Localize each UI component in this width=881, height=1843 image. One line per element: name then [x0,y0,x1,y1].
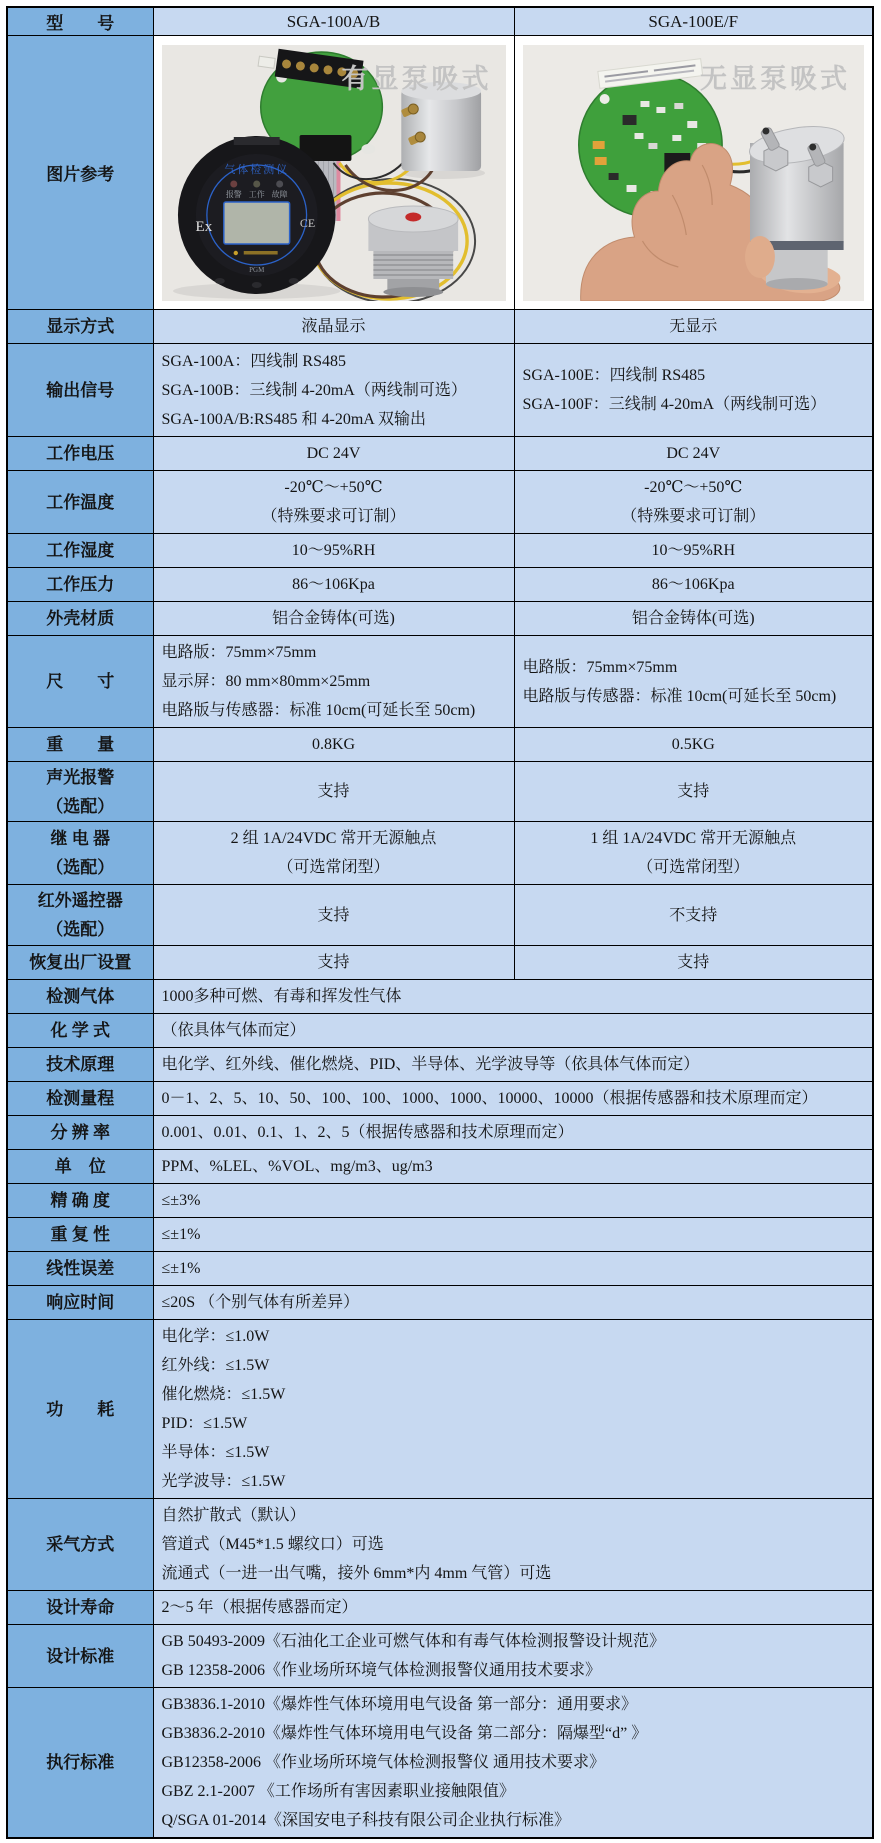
led-label-work: 工作 [248,189,265,199]
spec-value-line: ≤±3% [161,1192,201,1209]
spec-value-working-humidity-1 [514,534,873,568]
red-sensor-dot [405,212,421,221]
spec-value-line: SGA-100F：三线制 4-20mA（两线制可选） [522,396,827,413]
spec-value-line: GB 50493-2009《石油化工企业可燃气体和有毒气体检测报警设计规范》 [161,1633,666,1650]
spec-value-factory-reset-0 [153,946,514,980]
row-label-repeatability [7,1218,153,1252]
spec-value-relay-0 [153,822,514,885]
spec-value-line: 管道式（M45*1.5 螺纹口）可选 [161,1536,384,1553]
row-label-line: 重 量 [46,735,115,754]
spec-value-line: DC 24V [666,445,721,462]
row-label-line: 检测气体 [46,987,115,1006]
row-label-linearity-error [7,1252,153,1286]
spec-value-repeatability-0 [153,1218,873,1252]
spec-row-unit [7,1150,873,1184]
spec-value-line: 铝合金铸体(可选) [631,610,755,627]
row-label-line: （选配） [46,858,115,877]
spec-value-line: （可选常闭型） [277,859,390,876]
led-fault [276,180,283,187]
row-label-display-mode [7,310,153,344]
spec-row-working-pressure [7,568,873,602]
row-label-line: 化 学 式 [50,1021,110,1040]
spec-value-housing-material-0 [153,602,514,636]
spec-value-line: 自然扩散式（默认） [161,1507,306,1524]
photo-a-illustration [162,45,506,301]
product-photo-a [162,45,506,301]
row-label-line: 外壳材质 [46,609,115,628]
spec-value-weight-0 [153,728,514,762]
spec-row-weight [7,728,873,762]
ce-marking: CE [299,215,315,230]
row-label-line: 重 复 性 [50,1225,110,1244]
row-label-line: 工作电压 [46,444,115,463]
spec-value-line: 铝合金铸体(可选) [272,610,395,627]
row-label-line: 响应时间 [46,1293,115,1312]
spec-value-working-temperature-0 [153,471,514,534]
spec-value-working-temperature-1 [514,471,873,534]
spec-row-response-time [7,1286,873,1320]
photo-b-illustration [523,45,865,301]
spec-value-line: GBZ 2.1-2007 《工作场所有害因素职业接触限值》 [161,1783,515,1800]
spec-value-line: GB12358-2006 《作业场所环境气体检测报警仪 通用技术要求》 [161,1754,606,1771]
row-label-design-life [7,1591,153,1625]
spec-row-sampling-method [7,1499,873,1591]
photo-cell-b [514,36,873,310]
spec-value-response-time-0 [153,1286,873,1320]
row-label-line: 检测量程 [46,1089,115,1108]
spec-value-accuracy-0 [153,1184,873,1218]
spec-value-design-life-0 [153,1591,873,1625]
spec-value-line: SGA-100B：三线制 4-20mA（两线制可选） [161,381,467,399]
spec-row-working-voltage [7,437,873,471]
spec-value-display-mode-1 [514,310,873,344]
spec-value-line: ≤±1% [161,1260,201,1277]
spec-value-line: GB 12358-2006《作业场所环境气体检测报警仪通用技术要求》 [161,1662,602,1679]
gas-detector-head [177,136,335,294]
fingertip [745,236,775,278]
spec-value-line: PPM、%LEL、%VOL、mg/m3、ug/m3 [161,1158,433,1175]
spec-value-resolution-0 [153,1116,873,1150]
row-label-resolution [7,1116,153,1150]
product-photo-b [523,45,865,301]
spec-value-line: 0.5KG [671,736,715,753]
row-label-line: 分 辨 率 [50,1123,110,1142]
spec-value-working-voltage-1 [514,437,873,471]
spec-row-design-life [7,1591,873,1625]
spec-value-line: 0.8KG [311,736,356,753]
spec-value-output-signal-0 [153,344,514,437]
row-label-working-voltage [7,437,153,471]
row-label-line: 输出信号 [46,380,115,400]
spec-value-design-standard-0 [153,1625,873,1688]
row-label-line: 工作湿度 [46,541,115,560]
spec-value-power-consumption-0 [153,1320,873,1499]
device-title-text: 气体检测仪 [223,163,289,176]
model-a-header: SGA-100A/B [153,7,514,36]
spec-value-line: 半导体：≤1.5W [161,1444,270,1461]
row-label-line: 继 电 器 [50,829,110,848]
spec-value-line: （可选常闭型） [637,859,750,876]
row-label-image [7,36,153,310]
row-label-line: 尺 寸 [46,672,115,691]
row-label-housing-material [7,602,153,636]
spec-value-line: ≤±1% [161,1226,201,1243]
spec-row-design-standard [7,1625,873,1688]
spec-value-line: GB3836.2-2010《爆炸性气体环境用电气设备 第二部分：隔爆型“d” 》 [161,1725,648,1742]
model-header-label [7,7,153,36]
spec-value-line: 不支持 [669,906,718,924]
spec-value-line: 红外线：≤1.5W [161,1357,270,1374]
spec-value-dimensions-0 [153,636,514,728]
spec-value-relay-1 [514,822,873,885]
row-label-chemical-formula [7,1014,153,1048]
ex-marking: Ex [195,218,212,235]
row-label-unit [7,1150,153,1184]
spec-value-working-humidity-0 [153,534,514,568]
spec-value-chemical-formula-0 [153,1014,873,1048]
spec-value-line: 电路版与传感器：标准 10cm(可延长至 50cm) [161,702,476,719]
row-label-ir-remote [7,885,153,946]
row-label-relay [7,822,153,885]
spec-value-line: 1000多种可燃、有毒和挥发性气体 [161,988,402,1005]
spec-value-line: SGA-100E：四线制 RS485 [522,367,706,384]
model-b-header: SGA-100E/F [514,7,873,36]
row-label-line: 工作压力 [46,575,115,594]
row-label-sampling-method [7,1499,153,1591]
spec-row-working-temperature [7,471,873,534]
spec-value-line: -20℃～+50℃ [644,479,743,496]
spec-value-audible-visual-alarm-0 [153,762,514,822]
row-label-line: 恢复出厂设置 [29,953,132,972]
led-work [253,180,260,187]
spec-value-line: 电化学、红外线、催化燃烧、PID、半导体、光学波导等（依具体气体而定） [161,1056,700,1073]
spec-value-technical-principle-0 [153,1048,873,1082]
spec-value-line: DC 24V [306,445,361,462]
row-label-line: 显示方式 [46,317,115,336]
spec-value-sampling-method-0 [153,1499,873,1591]
spec-row-detection-range [7,1082,873,1116]
row-label-detect-gas [7,980,153,1014]
spec-value-working-voltage-0 [153,437,514,471]
spec-value-ir-remote-0 [153,885,514,946]
header-row [7,7,873,36]
spec-value-line: PID：≤1.5W [161,1415,248,1432]
row-label-detection-range [7,1082,153,1116]
spec-value-line: 显示屏：80 mm×80mm×25mm [161,673,371,690]
image-row-label-text: 图片参考 [46,165,115,184]
spec-value-line: ≤20S （个别气体有所差异） [161,1294,360,1311]
spec-value-line: 1 组 1A/24VDC 常开无源触点 [590,830,797,847]
spec-value-ir-remote-1 [514,885,873,946]
spec-value-line: 支持 [677,783,710,800]
spec-value-linearity-error-0 [153,1252,873,1286]
spec-value-line: 液晶显示 [301,318,366,335]
led-label-alarm: 报警 [225,189,242,199]
pgm-marking: PGM [248,265,264,274]
spec-value-line: 10～95%RH [651,542,736,559]
row-label-working-temperature [7,471,153,534]
spec-value-line: （特殊要求可订制） [621,508,766,525]
spec-value-execution-standard-0 [153,1688,873,1839]
row-label-line: 功 耗 [46,1399,115,1419]
spec-value-line: 2 组 1A/24VDC 常开无源触点 [230,830,437,847]
row-label-execution-standard [7,1688,153,1839]
spec-row-dimensions [7,636,873,728]
spec-row-detect-gas [7,980,873,1014]
spec-value-dimensions-1 [514,636,873,728]
spec-value-output-signal-1 [514,344,873,437]
row-label-line: 红外遥控器 [37,891,123,910]
spec-row-power-consumption [7,1320,873,1499]
watermark-pumped-no-display: 无显泵吸式 [700,63,850,94]
sensor-cylinder-a [400,82,480,171]
spec-value-line: SGA-100A：四线制 RS485 [161,352,346,370]
spec-value-line: SGA-100A/B:RS485 和 4-20mA 双输出 [161,410,426,428]
spec-value-working-pressure-0 [153,568,514,602]
spec-row-relay [7,822,873,885]
row-label-design-standard [7,1625,153,1688]
spec-row-technical-principle [7,1048,873,1082]
spec-value-factory-reset-1 [514,946,873,980]
spec-row-accuracy [7,1184,873,1218]
row-label-working-humidity [7,534,153,568]
spec-value-line: 流通式（一进一出气嘴，接外 6mm*内 4mm 气管）可选 [161,1565,552,1582]
row-label-line: 声光报警 [46,767,115,787]
spec-row-execution-standard [7,1688,873,1839]
spec-row-chemical-formula [7,1014,873,1048]
spec-value-line: 0－1、2、5、10、50、100、100、1000、1000、10000、10000（根据传感器和技术原理而定） [161,1090,818,1107]
row-label-line: 设计标准 [46,1646,115,1666]
lcd-screen [223,202,289,244]
row-label-line: 采气方式 [46,1535,115,1554]
spec-value-line: 2～5 年（根据传感器而定） [161,1599,358,1616]
row-label-accuracy [7,1184,153,1218]
row-label-line: 技术原理 [46,1055,115,1074]
spec-value-line: 电路版与传感器：标准 10cm(可延长至 50cm) [522,687,837,705]
row-label-weight [7,728,153,762]
row-label-line: （选配） [46,796,115,816]
spec-row-resolution [7,1116,873,1150]
row-label-audible-visual-alarm [7,762,153,822]
spec-row-audible-visual-alarm [7,762,873,822]
row-label-power-consumption [7,1320,153,1499]
row-label-working-pressure [7,568,153,602]
row-label-technical-principle [7,1048,153,1082]
row-label-response-time [7,1286,153,1320]
spec-row-output-signal [7,344,873,437]
spec-value-line: 支持 [317,783,350,800]
row-label-line: （选配） [46,920,115,939]
row-label-line: 精 确 度 [50,1191,110,1210]
spec-value-detection-range-0 [153,1082,873,1116]
spec-value-line: -20℃～+50℃ [284,479,383,496]
spec-table [6,6,874,1839]
row-label-line: 线性误差 [46,1259,115,1278]
spec-value-line: 光学波导：≤1.5W [161,1473,286,1490]
spec-value-line: 电路版：75mm×75mm [522,658,678,676]
row-label-output-signal [7,344,153,437]
spec-value-line: （特殊要求可订制） [261,508,406,525]
spec-value-line: 电路版：75mm×75mm [161,644,317,661]
spec-value-line: 支持 [317,906,350,924]
spec-value-line: 支持 [677,954,710,971]
spec-value-display-mode-0 [153,310,514,344]
spec-value-line: 催化燃烧：≤1.5W [161,1386,286,1403]
led-alarm [230,180,237,187]
row-label-factory-reset [7,946,153,980]
led-label-fault: 故障 [271,189,288,199]
photo-cell-a [153,36,514,310]
spec-row-working-humidity [7,534,873,568]
spec-value-line: （依具体气体而定） [161,1022,306,1039]
row-label-line: 工作温度 [46,492,115,512]
spec-row-factory-reset [7,946,873,980]
spec-value-line: 86～106Kpa [651,576,735,593]
row-label-line: 设计寿命 [46,1598,115,1617]
spec-row-linearity-error [7,1252,873,1286]
row-label-dimensions [7,636,153,728]
watermark-pumped-with-display: 有显泵吸式 [341,63,492,94]
spec-row-repeatability [7,1218,873,1252]
spec-value-line: 电化学：≤1.0W [161,1328,270,1345]
spec-value-detect-gas-0 [153,980,873,1014]
spec-value-line: Q/SGA 01-2014《深国安电子科技有限公司企业执行标准》 [161,1812,570,1829]
spec-value-line: 10～95%RH [291,542,376,559]
model-header-label-text: 型 号 [46,14,115,33]
spec-value-line: GB3836.1-2010《爆炸性气体环境用电气设备 第一部分：通用要求》 [161,1696,638,1713]
spec-value-weight-1 [514,728,873,762]
spec-value-housing-material-1 [514,602,873,636]
image-row [7,36,873,310]
spec-row-display-mode [7,310,873,344]
spec-value-line: 支持 [317,954,350,971]
spec-value-line: 0.001、0.01、0.1、1、2、5（根据传感器和技术原理而定） [161,1124,574,1141]
spec-row-ir-remote [7,885,873,946]
spec-value-unit-0 [153,1150,873,1184]
spec-value-working-pressure-1 [514,568,873,602]
spec-value-line: 无显示 [669,318,718,335]
spec-value-audible-visual-alarm-1 [514,762,873,822]
row-label-line: 单 位 [54,1157,106,1176]
row-label-line: 执行标准 [46,1753,115,1772]
spec-value-line: 86～106Kpa [292,576,375,593]
spec-row-housing-material [7,602,873,636]
